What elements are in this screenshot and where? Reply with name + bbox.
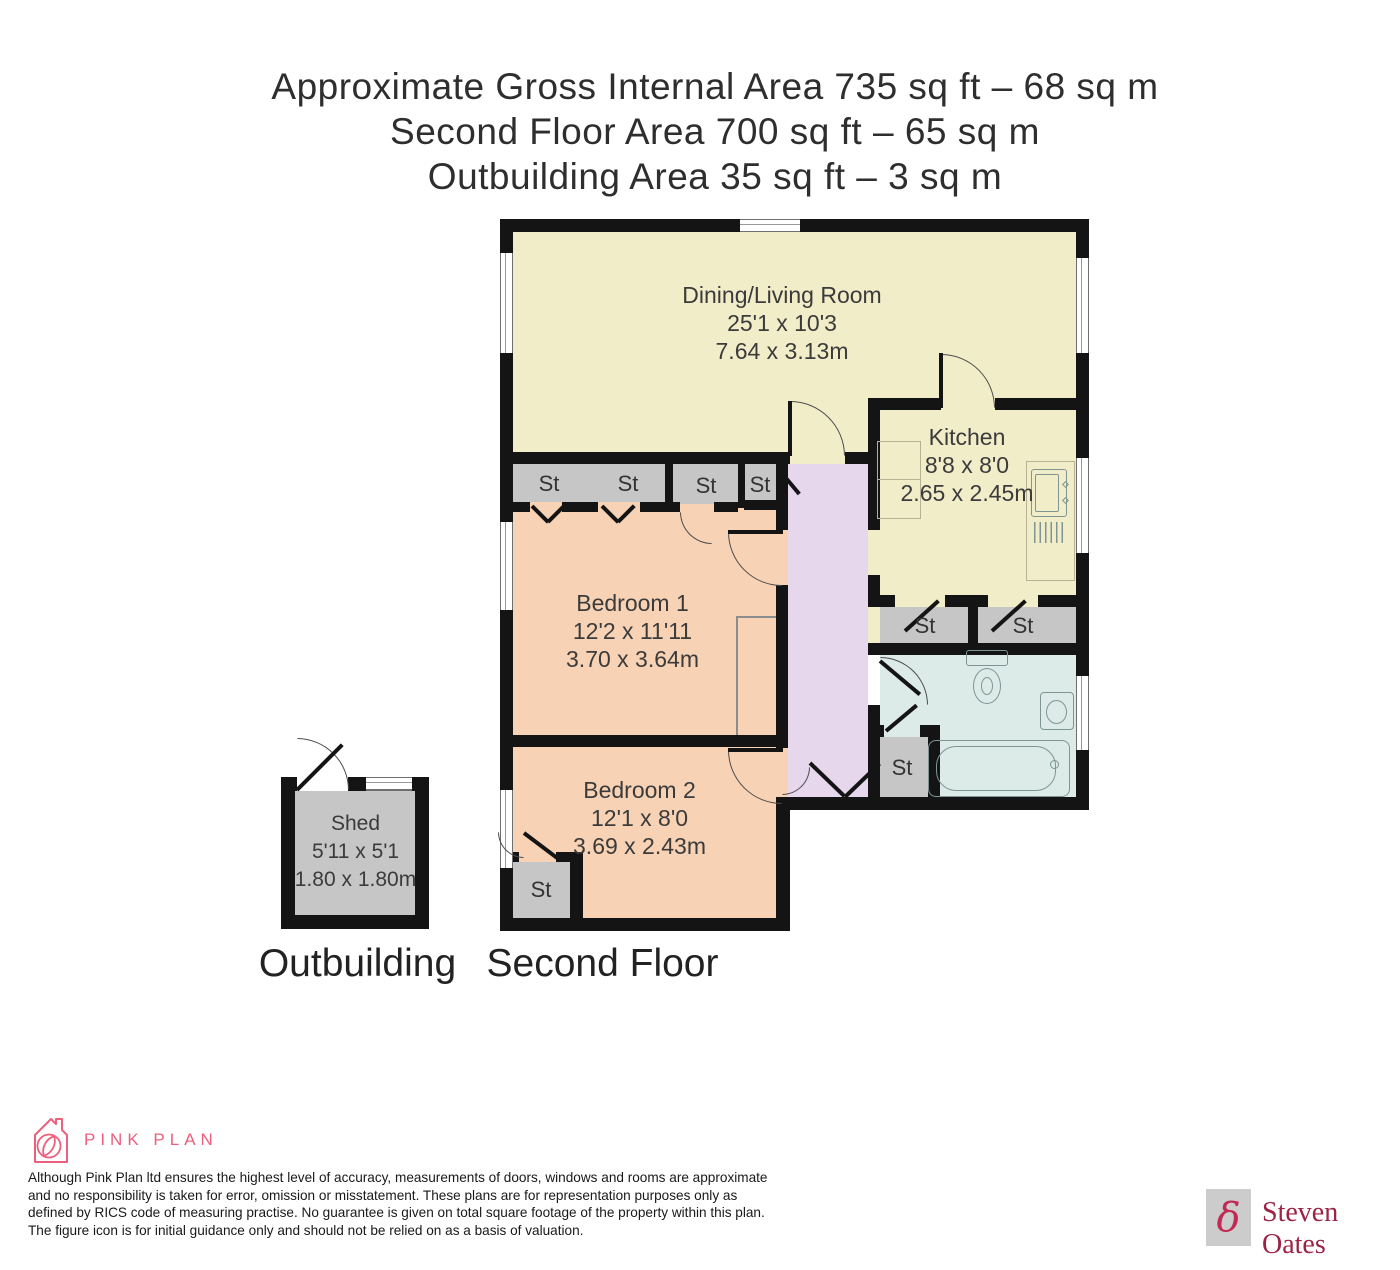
room-name: Kitchen (928, 424, 1006, 450)
room-name: Shed (330, 812, 381, 835)
wall (714, 502, 738, 512)
steven-oates-logo (1206, 1189, 1251, 1246)
room-dims-imperial: 5'11 x 5'1 (311, 840, 400, 863)
kitchen-label (842, 423, 1092, 507)
wall (920, 725, 940, 737)
storage-label: St (695, 473, 717, 498)
storage-label: St (914, 613, 936, 638)
hallway-area (788, 464, 868, 797)
window (740, 219, 800, 232)
dining-living-room-label (657, 281, 907, 365)
pink-plan-house-icon (28, 1112, 74, 1166)
wall (640, 502, 680, 512)
wall (776, 797, 790, 931)
title-line-outbuilding: Outbuilding Area 35 sq ft – 3 sq m (427, 156, 1003, 197)
room-dims-metric: 7.64 x 3.13m (715, 338, 849, 364)
shed-wall (281, 915, 429, 929)
second-floor-caption: Second Floor (486, 942, 719, 985)
wall (1038, 595, 1076, 607)
room-dims-metric: 2.65 x 2.45m (900, 480, 1034, 506)
room-name: Dining/Living Room (682, 282, 882, 308)
door-leaf (728, 530, 783, 534)
shed-label (283, 810, 428, 894)
window (1076, 676, 1089, 750)
outbuilding-caption: Outbuilding (258, 942, 457, 985)
storage-label: St (530, 877, 552, 902)
wall (968, 607, 978, 643)
storage-label: St (1012, 613, 1034, 638)
wall (868, 725, 884, 737)
storage-label: St (891, 755, 913, 780)
window (1076, 258, 1089, 353)
room-dims-metric: 1.80 x 1.80m (294, 868, 417, 891)
room-dims-imperial: 25'1 x 10'3 (727, 310, 837, 336)
title-line-gross-area: Approximate Gross Internal Area 735 sq ft – 68 sq m (271, 66, 1159, 107)
wall (995, 398, 1076, 410)
agent-name: Steven Oates (1262, 1197, 1339, 1260)
wall (513, 452, 790, 464)
room-name: Bedroom 1 (576, 590, 689, 616)
wall (868, 595, 895, 607)
plan-title (30, 64, 1400, 199)
wall (868, 398, 941, 410)
bathroom-sink-inner (1046, 700, 1067, 724)
wall (744, 500, 776, 510)
wall (776, 585, 788, 748)
pink-plan-brand: PINK PLAN (84, 1130, 218, 1149)
bathtub-inner (936, 746, 1056, 791)
kitchen-drainer (1034, 522, 1067, 543)
disclaimer-text: Although Pink Plan ltd ensures the highest level of accuracy, measurements of doors, windows and rooms are approximate and no responsibility is taken for error, omission or misstatement. These plans are for representation purposes only as defined by RICS code of measuring practise. No guarantee is given on total square footage of the property within this plan. The figure icon is for initial guidance only and should not be relied on as a basis of valuation. (28, 1170, 768, 1238)
door-leaf (788, 401, 792, 456)
toilet-cistern (966, 650, 1008, 666)
bathtub-tap (1050, 760, 1059, 769)
bedroom-1-label (505, 589, 760, 673)
window (500, 253, 513, 353)
wall (868, 705, 880, 797)
door-leaf (939, 353, 943, 408)
room-dims-imperial: 12'2 x 11'11 (572, 618, 693, 644)
shed-window (366, 777, 412, 791)
room-dims-imperial: 8'8 x 8'0 (924, 452, 1010, 478)
door-leaf (728, 748, 783, 752)
title-line-second-floor: Second Floor Area 700 sq ft – 65 sq m (390, 111, 1040, 152)
room-dims-imperial: 12'1 x 8'0 (590, 805, 689, 831)
wall (945, 595, 988, 607)
wall (777, 797, 1089, 810)
room-dims-metric: 3.69 x 2.43m (573, 833, 706, 859)
room-name: Bedroom 2 (583, 777, 696, 803)
wall (562, 502, 598, 512)
bedroom-2-label (512, 776, 767, 860)
delta-icon: δ (1216, 1194, 1241, 1241)
storage-label: St (617, 471, 639, 496)
wall (500, 918, 790, 931)
wall (500, 735, 788, 747)
room-dims-metric: 3.70 x 3.64m (566, 646, 699, 672)
wall (513, 502, 530, 512)
storage-label: St (749, 472, 771, 497)
storage-label: St (538, 471, 560, 496)
wall (570, 852, 583, 918)
toilet-bowl-inner (981, 677, 993, 695)
